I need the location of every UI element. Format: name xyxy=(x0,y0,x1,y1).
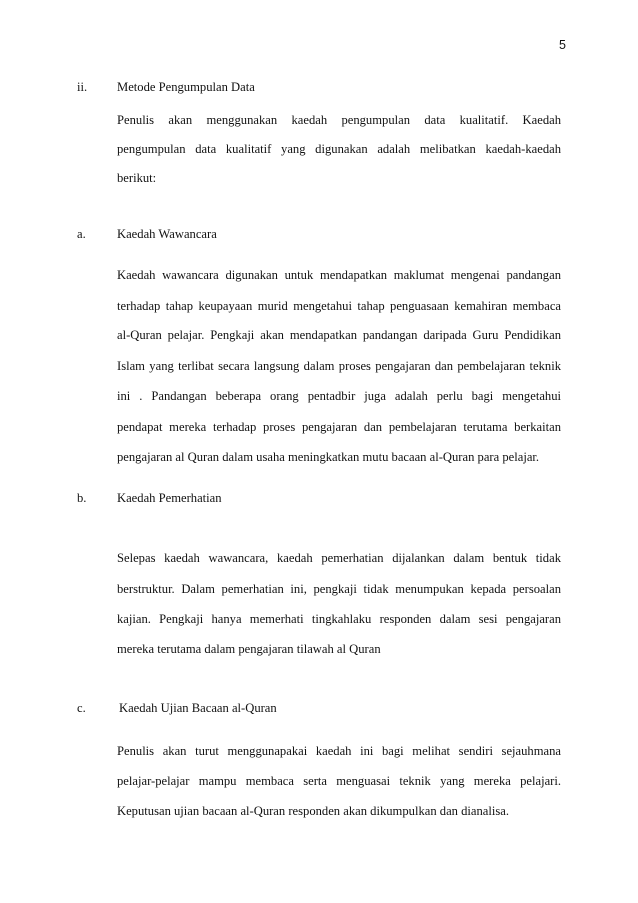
section-a-line: al-Quran pelajar. Pengkaji akan mendapatkan pandangan daripada Guru Pendidikan xyxy=(117,328,561,342)
section-ii-line: pengumpulan data kualitatif yang digunakan adalah melibatkan kaedah-kaedah xyxy=(117,142,561,156)
section-ii-line: berikut: xyxy=(117,171,157,185)
section-a-heading: Kaedah Wawancara xyxy=(117,227,217,241)
section-b-marker: b. xyxy=(77,491,87,505)
section-b-line: mereka terutama dalam pengajaran tilawah al Quran xyxy=(117,642,381,656)
section-a-marker: a. xyxy=(77,227,86,241)
section-ii-marker: ii. xyxy=(77,80,88,94)
page-number: 5 xyxy=(559,38,566,52)
section-a-line: pengajaran al Quran dalam usaha meningkatkan mutu bacaan al-Quran para pelajar. xyxy=(117,450,540,464)
section-a-line: pendapat mereka terhadap proses pengajaran dan pembelajaran terutama berkaitan xyxy=(117,420,561,434)
section-a-line: terhadap tahap keupayaan murid mengetahui tahap penguasaan kemahiran membaca xyxy=(117,299,561,313)
section-a-line: Islam yang terlibat secara langsung dalam proses pengajaran dan pembelajaran teknik xyxy=(117,359,561,373)
section-c-heading: Kaedah Ujian Bacaan al-Quran xyxy=(119,701,277,715)
section-c-line: pelajar-pelajar mampu membaca serta menguasai teknik yang mereka pelajari. xyxy=(117,774,561,788)
section-a-line: ini . Pandangan beberapa orang pentadbir juga adalah perlu bagi mengetahui xyxy=(117,389,561,403)
section-c-line: Penulis akan turut menggunapakai kaedah ini bagi melihat sendiri sejauhmana xyxy=(117,744,561,758)
section-b-line: Selepas kaedah wawancara, kaedah pemerhatian dijalankan dalam bentuk tidak xyxy=(117,551,561,565)
section-b-line: berstruktur. Dalam pemerhatian ini, pengkaji tidak menumpukan kepada persoalan xyxy=(117,582,561,596)
section-b-heading: Kaedah Pemerhatian xyxy=(117,491,222,505)
section-c-line: Keputusan ujian bacaan al-Quran responden akan dikumpulkan dan dianalisa. xyxy=(117,804,510,818)
section-ii-line: Penulis akan menggunakan kaedah pengumpulan data kualitatif. Kaedah xyxy=(117,113,561,127)
section-c-marker: c. xyxy=(77,701,86,715)
section-ii-heading: Metode Pengumpulan Data xyxy=(117,80,255,94)
section-b-line: kajian. Pengkaji hanya memerhati tingkahlaku responden dalam sesi pengajaran xyxy=(117,612,561,626)
section-a-line: Kaedah wawancara digunakan untuk mendapatkan maklumat mengenai pandangan xyxy=(117,268,561,282)
